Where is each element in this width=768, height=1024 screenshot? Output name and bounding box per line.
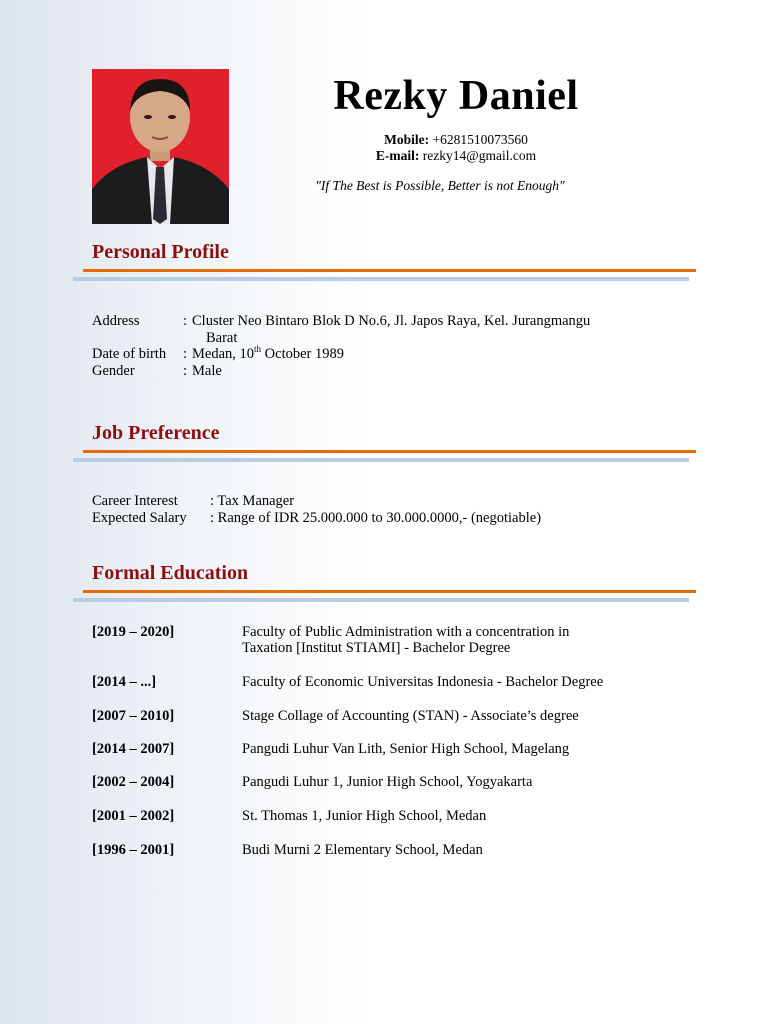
education-institution-line-2: Taxation [Institut STIAMI] - Bachelor Degree — [242, 640, 511, 656]
section-title-job-preference: Job Preference — [92, 422, 220, 444]
section-divider-blue — [73, 458, 689, 462]
mobile-line — [240, 132, 672, 148]
career-interest-value: : Tax Manager — [210, 493, 295, 509]
education-years: [2019 – 2020] — [92, 624, 175, 640]
gender-colon: : — [183, 363, 188, 379]
education-institution: Pangudi Luhur 1, Junior High School, Yogyakarta — [242, 774, 533, 790]
education-years: [2001 – 2002] — [92, 808, 175, 824]
education-years: [2014 – ...] — [92, 674, 157, 690]
education-institution: Faculty of Economic Universitas Indonesia - Bachelor Degree — [242, 674, 604, 690]
section-divider-orange — [83, 269, 696, 272]
profile-photo — [92, 69, 229, 224]
email-line — [240, 148, 672, 164]
education-institution: Budi Murni 2 Elementary School, Medan — [242, 842, 483, 858]
education-institution: St. Thomas 1, Junior High School, Medan — [242, 808, 487, 824]
gender-value: Male — [192, 363, 222, 379]
education-years: [1996 – 2001] — [92, 842, 175, 858]
dob-label: Date of birth — [92, 346, 167, 362]
section-title-formal-education: Formal Education — [92, 562, 249, 584]
address-colon: : — [183, 313, 188, 329]
expected-salary-value: : Range of IDR 25.000.000 to 30.000.0000,- (negotiable) — [210, 510, 542, 526]
section-divider-orange — [83, 450, 696, 453]
address-label: Address — [92, 313, 140, 329]
education-years: [2002 – 2004] — [92, 774, 175, 790]
education-years: [2007 – 2010] — [92, 708, 175, 724]
section-divider-blue — [73, 598, 689, 602]
education-institution: Pangudi Luhur Van Lith, Senior High School, Magelang — [242, 741, 570, 757]
address-line-2: Barat — [206, 330, 238, 346]
gender-label: Gender — [92, 363, 135, 379]
expected-salary-label: Expected Salary — [92, 510, 187, 526]
mobile-label: Mobile: — [384, 132, 430, 147]
section-divider-orange — [83, 590, 696, 593]
address-line-1: Cluster Neo Bintaro Blok D No.6, Jl. Japos Raya, Kel. Jurangmangu — [192, 313, 591, 329]
career-interest-label: Career Interest — [92, 493, 178, 509]
education-years: [2014 – 2007] — [92, 741, 175, 757]
motto-quote: "If The Best is Possible, Better is not Enough" — [315, 178, 565, 193]
dob-value: Medan, 10th October 1989 — [192, 344, 344, 362]
section-title-personal-profile: Personal Profile — [92, 241, 229, 263]
email-label: E-mail: — [375, 148, 420, 163]
dob-colon: : — [183, 346, 188, 362]
education-institution: Stage Collage of Accounting (STAN) - Associate’s degree — [242, 708, 579, 724]
mobile-value: +6281510073560 — [432, 132, 528, 147]
section-divider-blue — [73, 277, 689, 281]
candidate-name: Rezky Daniel — [333, 73, 579, 119]
education-institution: Faculty of Public Administration with a concentration in — [242, 624, 570, 640]
email-value: rezky14@gmail.com — [422, 148, 537, 163]
